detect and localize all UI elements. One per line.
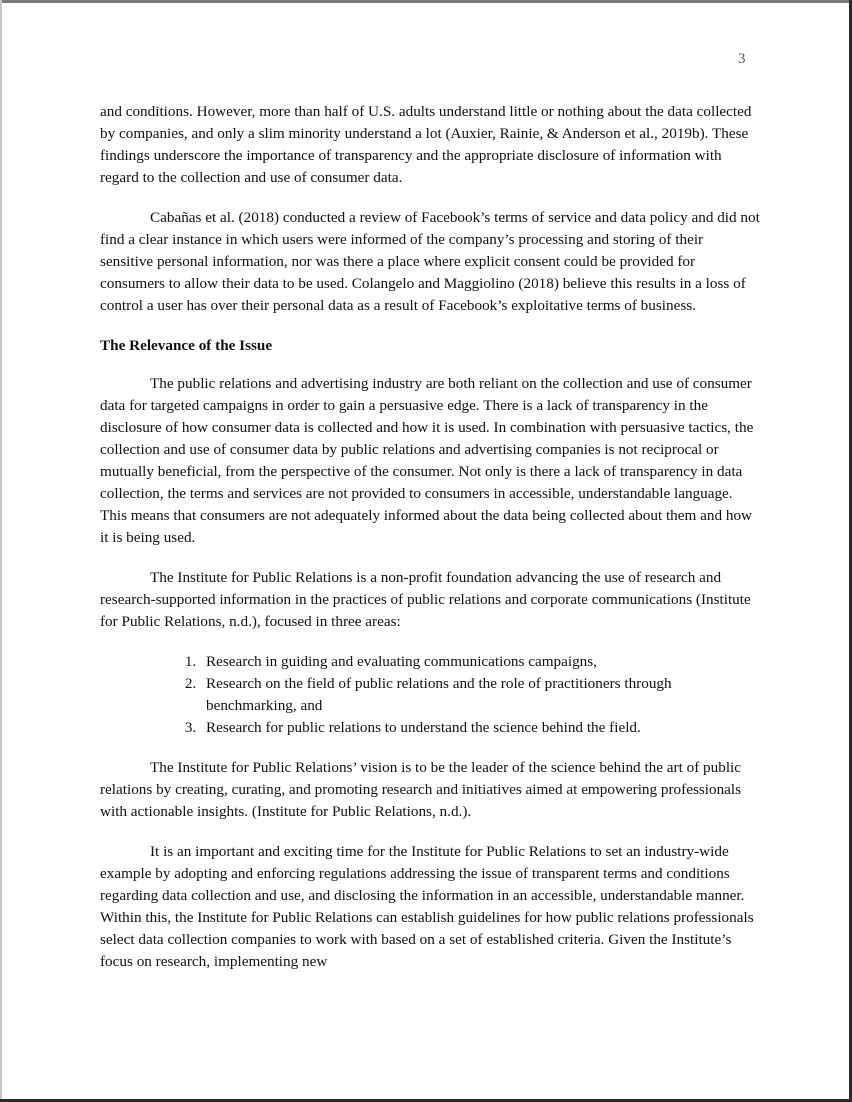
page-frame-top: [0, 0, 852, 3]
paragraph-vision: The Institute for Public Relations’ vision is to be the leader of the science behind the art of public relations by creating, curating, and promoting research and initiatives aimed at empowering professionals with actionable insights. (Institute for Public Relations, n.d.).: [100, 759, 742, 820]
paragraph-institute-intro: The Institute for Public Relations is a non-profit foundation advancing the use of research and research-supported information in the practices of public relations and corporate communications (Institute for Public Relations, n.d.), focused in three areas:: [100, 569, 751, 630]
paragraph-relevance: The public relations and advertising industry are both reliant on the collection and use of consumer data for targeted campaigns in order to gain a persuasive edge. There is a lack of transparency in the disclosure of how consumer data is collected and how it is used. In combination with persuasive tactics, the collection and use of consumer data by public relations and advertising companies is not reciprocal or mutually beneficial, from the perspective of the consumer. Not only is there a lack of transparency in data collection, the terms and services are not provided to consumers in accessible, understandable language. This means that consumers are not adequately informed about the data being collected about them and how it is being used.: [100, 375, 754, 546]
page-number: 3: [738, 51, 746, 67]
list-item: 2. Research on the field of public relations and the role of practitioners through benchmarking, and: [200, 673, 760, 717]
paragraph-cabanas: Cabañas et al. (2018) conducted a review of Facebook’s terms of service and data policy and did not find a clear instance in which users were informed of the company’s processing and storing of their sensitive personal information, nor was there a place where explicit consent could be provided for consumers to allow their data to be used. Colangelo and Maggiolino (2018) believe this results in a loss of control a user has over their personal data as a result of Facebook’s exploitative terms of business.: [100, 209, 760, 314]
section-heading: The Relevance of the Issue: [100, 337, 273, 354]
list-item: 3. Research for public relations to understand the science behind the field.: [200, 717, 760, 739]
focus-areas-list: [100, 651, 760, 739]
paragraph-continuation: and conditions. However, more than half of U.S. adults understand little or nothing about the data collected by companies, and only a slim minority understand a lot (Auxier, Rainie, & Anderson et al., 2019b). These findings underscore the importance of transparency and the appropriate disclosure of information with regard to the collection and use of consumer data.: [100, 103, 752, 186]
list-item: 1. Research in guiding and evaluating communications campaigns,: [200, 651, 760, 673]
document-body: [100, 101, 760, 991]
page-frame-left: [0, 0, 2, 1102]
paragraph-recommendation: It is an important and exciting time for the Institute for Public Relations to set an industry-wide example by adopting and enforcing regulations addressing the issue of transparent terms and conditions regarding data collection and use, and disclosing the information in an accessible, understandable manner. Within this, the Institute for Public Relations can establish guidelines for how public relations professionals select data collection companies to work with based on a set of established criteria. Given the Institute’s focus on research, implementing new: [100, 843, 754, 970]
